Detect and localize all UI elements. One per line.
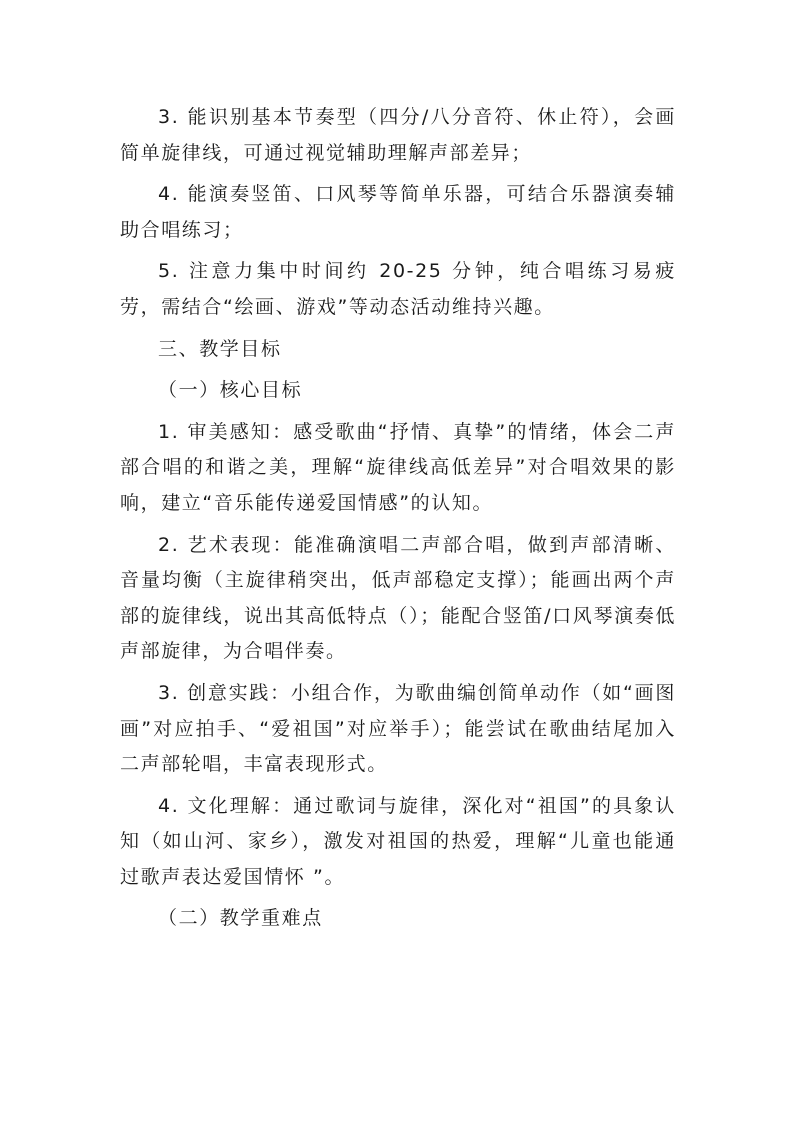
- goal-item-1: 1. 审美感知：感受歌曲“抒情、真挚”的情绪，体会二声部合唱的和谐之美，理解“旋律线高低差异”对合唱效果的影响，建立“音乐能传递爱国情感”的认知。: [120, 420, 676, 514]
- subsection-heading-key-difficulties: （二）教学重难点: [158, 907, 323, 930]
- goal-item-3: 3. 创意实践：小组合作，为歌曲编创简单动作（如“画图画”对应拍手、“爱祖国”对应举手）；能尝试在歌曲结尾加入二声部轮唱，丰富表现形式。: [120, 681, 676, 776]
- list-item-5: 5. 注意力集中时间约 20-25 分钟，纯合唱练习易疲劳，需结合“绘画、游戏”等动态活动维持兴趣。: [120, 260, 676, 318]
- goal-item-4: 4. 文化理解：通过歌词与旋律，深化对“祖国”的具象认知（如山河、家乡），激发对祖国的热爱，理解“儿童也能通过歌声表达爱国情怀 ”。: [120, 794, 676, 888]
- subsection-heading-core-goals: （一）核心目标: [158, 379, 303, 402]
- goal-item-2: 2. 艺术表现：能准确演唱二声部合唱，做到声部清晰、音量均衡（主旋律稍突出，低声部稳定支撑）；能画出两个声部的旋律线，说出其高低特点（）；能配合竖笛/口风琴演奏低声部旋律，为合唱伴奏。: [120, 533, 676, 663]
- list-item-3: 3. 能识别基本节奏型（四分/八分音符、休止符），会画简单旋律线，可通过视觉辅助理解声部差异；: [120, 106, 676, 164]
- section-heading-teaching-goals: 三、教学目标: [158, 337, 282, 360]
- document-body: [120, 100, 676, 937]
- list-item-4: 4. 能演奏竖笛、口风琴等简单乐器，可结合乐器演奏辅助合唱练习；: [120, 183, 676, 241]
